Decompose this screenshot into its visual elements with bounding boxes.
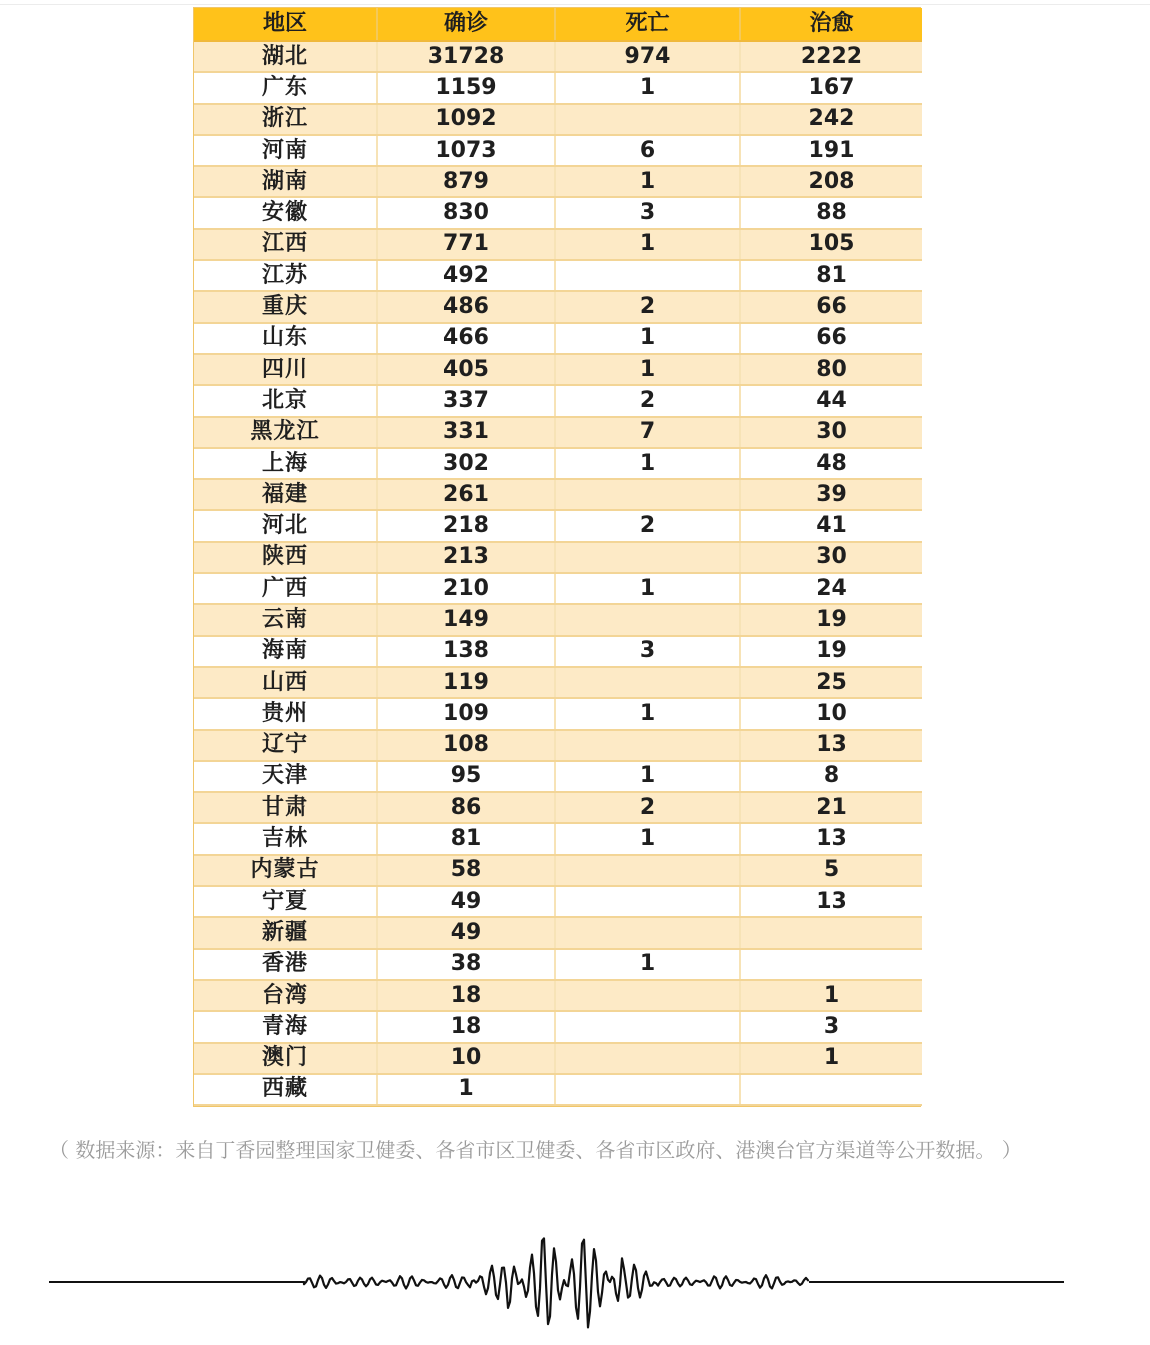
epidemic-table-container [193,7,921,1107]
cell-deaths [555,730,740,761]
cell-deaths: 1 [555,949,740,980]
table-row [194,604,922,635]
table-row [194,1043,922,1074]
cell-cured: 167 [740,72,922,103]
epidemic-table [194,8,922,1106]
cell-cured: 19 [740,604,922,635]
cell-cured: 81 [740,260,922,291]
cell-region: 内蒙古 [194,855,377,886]
cell-region: 河北 [194,510,377,541]
cell-region: 湖北 [194,41,377,72]
cell-confirmed: 302 [377,448,555,479]
cell-confirmed: 218 [377,510,555,541]
cell-cured: 242 [740,104,922,135]
cell-deaths: 1 [555,448,740,479]
cell-cured: 21 [740,792,922,823]
cell-cured: 10 [740,698,922,729]
cell-deaths: 1 [555,354,740,385]
top-rule [0,4,1150,5]
table-row [194,1011,922,1042]
cell-deaths: 1 [555,166,740,197]
cell-region: 广西 [194,573,377,604]
cell-deaths [555,855,740,886]
cell-confirmed: 49 [377,917,555,948]
table-row [194,573,922,604]
cell-deaths: 1 [555,323,740,354]
cell-region: 宁夏 [194,886,377,917]
table-row [194,1074,922,1105]
cell-confirmed: 31728 [377,41,555,72]
cell-cured [740,1074,922,1105]
cell-deaths: 3 [555,636,740,667]
cell-confirmed: 81 [377,823,555,854]
table-row [194,229,922,260]
cell-confirmed: 466 [377,323,555,354]
header-row [194,8,922,41]
table-row [194,260,922,291]
cell-cured: 105 [740,229,922,260]
cell-confirmed: 138 [377,636,555,667]
cell-deaths: 2 [555,291,740,322]
cell-confirmed: 18 [377,980,555,1011]
cell-confirmed: 58 [377,855,555,886]
cell-region: 青海 [194,1011,377,1042]
cell-deaths: 974 [555,41,740,72]
cell-region: 重庆 [194,291,377,322]
cell-cured: 66 [740,291,922,322]
cell-deaths: 1 [555,229,740,260]
cell-region: 吉林 [194,823,377,854]
cell-deaths [555,260,740,291]
cell-cured: 13 [740,730,922,761]
table-row [194,667,922,698]
cell-confirmed: 261 [377,479,555,510]
cell-cured [740,917,922,948]
cell-cured: 13 [740,886,922,917]
table-row [194,166,922,197]
cell-deaths [555,980,740,1011]
cell-region: 天津 [194,761,377,792]
cell-region: 江西 [194,229,377,260]
cell-region: 山西 [194,667,377,698]
table-row [194,323,922,354]
table-row [194,135,922,166]
cell-deaths: 1 [555,761,740,792]
cell-deaths: 6 [555,135,740,166]
cell-region: 澳门 [194,1043,377,1074]
cell-confirmed: 486 [377,291,555,322]
cell-deaths: 1 [555,823,740,854]
cell-cured: 3 [740,1011,922,1042]
header-cured: 治愈 [740,8,922,41]
table-row [194,823,922,854]
cell-confirmed: 213 [377,542,555,573]
cell-deaths [555,1011,740,1042]
cell-confirmed: 18 [377,1011,555,1042]
cell-confirmed: 119 [377,667,555,698]
table-row [194,510,922,541]
table-row [194,949,922,980]
cell-confirmed: 86 [377,792,555,823]
cell-deaths: 2 [555,792,740,823]
table-row [194,636,922,667]
cell-cured: 48 [740,448,922,479]
cell-cured: 13 [740,823,922,854]
cell-deaths [555,542,740,573]
table-row [194,448,922,479]
cell-confirmed: 337 [377,385,555,416]
cell-cured: 1 [740,980,922,1011]
cell-region: 安徽 [194,197,377,228]
cell-region: 新疆 [194,917,377,948]
cell-confirmed: 49 [377,886,555,917]
cell-region: 香港 [194,949,377,980]
cell-deaths [555,1043,740,1074]
cell-region: 山东 [194,323,377,354]
cell-region: 辽宁 [194,730,377,761]
cell-region: 陕西 [194,542,377,573]
cell-cured: 30 [740,417,922,448]
cell-cured: 25 [740,667,922,698]
table-row [194,291,922,322]
cell-region: 四川 [194,354,377,385]
cell-cured [740,949,922,980]
cell-region: 甘肃 [194,792,377,823]
cell-region: 江苏 [194,260,377,291]
cell-confirmed: 879 [377,166,555,197]
cell-confirmed: 1159 [377,72,555,103]
cell-cured: 8 [740,761,922,792]
cell-deaths: 2 [555,385,740,416]
cell-region: 北京 [194,385,377,416]
header-region: 地区 [194,8,377,41]
cell-cured: 191 [740,135,922,166]
cell-confirmed: 38 [377,949,555,980]
table-row [194,980,922,1011]
table-row [194,542,922,573]
table-row [194,354,922,385]
cell-deaths [555,917,740,948]
cell-cured: 2222 [740,41,922,72]
cell-cured: 208 [740,166,922,197]
cell-region: 云南 [194,604,377,635]
cell-confirmed: 149 [377,604,555,635]
cell-deaths [555,1074,740,1105]
cell-cured: 88 [740,197,922,228]
cell-cured: 30 [740,542,922,573]
cell-deaths: 1 [555,573,740,604]
table-row [194,792,922,823]
cell-confirmed: 210 [377,573,555,604]
cell-confirmed: 771 [377,229,555,260]
table-row [194,41,922,72]
cell-cured: 44 [740,385,922,416]
cell-confirmed: 1 [377,1074,555,1105]
cell-deaths [555,886,740,917]
table-row [194,104,922,135]
cell-region: 浙江 [194,104,377,135]
cell-confirmed: 331 [377,417,555,448]
cell-deaths [555,479,740,510]
cell-confirmed: 1092 [377,104,555,135]
table-row [194,72,922,103]
cell-region: 广东 [194,72,377,103]
cell-deaths [555,667,740,698]
cell-cured: 19 [740,636,922,667]
cell-confirmed: 830 [377,197,555,228]
cell-region: 贵州 [194,698,377,729]
cell-confirmed: 95 [377,761,555,792]
cell-region: 河南 [194,135,377,166]
cell-confirmed: 1073 [377,135,555,166]
cell-region: 湖南 [194,166,377,197]
table-row [194,698,922,729]
cell-region: 福建 [194,479,377,510]
table-row [194,917,922,948]
header-confirmed: 确诊 [377,8,555,41]
cell-region: 黑龙江 [194,417,377,448]
table-header [194,8,922,41]
cell-confirmed: 109 [377,698,555,729]
cell-region: 海南 [194,636,377,667]
source-note: （ 数据来源：来自丁香园整理国家卫健委、各省市区卫健委、各省市区政府、港澳台官方渠道等公开数据。 ） [49,1138,1022,1162]
soundwave-divider-icon [49,1225,1064,1340]
cell-region: 西藏 [194,1074,377,1105]
cell-deaths: 1 [555,72,740,103]
cell-deaths [555,604,740,635]
table-row [194,730,922,761]
table-row [194,197,922,228]
table-row [194,886,922,917]
cell-cured: 1 [740,1043,922,1074]
cell-deaths: 1 [555,698,740,729]
cell-confirmed: 405 [377,354,555,385]
cell-confirmed: 492 [377,260,555,291]
cell-deaths: 7 [555,417,740,448]
table-row [194,417,922,448]
cell-deaths: 2 [555,510,740,541]
cell-deaths [555,104,740,135]
cell-cured: 24 [740,573,922,604]
cell-cured: 39 [740,479,922,510]
cell-cured: 80 [740,354,922,385]
cell-cured: 5 [740,855,922,886]
table-row [194,855,922,886]
cell-deaths: 3 [555,197,740,228]
cell-confirmed: 108 [377,730,555,761]
table-row [194,761,922,792]
header-deaths: 死亡 [555,8,740,41]
cell-cured: 41 [740,510,922,541]
table-row [194,385,922,416]
cell-region: 台湾 [194,980,377,1011]
cell-region: 上海 [194,448,377,479]
table-body [194,41,922,1105]
cell-cured: 66 [740,323,922,354]
cell-confirmed: 10 [377,1043,555,1074]
table-row [194,479,922,510]
